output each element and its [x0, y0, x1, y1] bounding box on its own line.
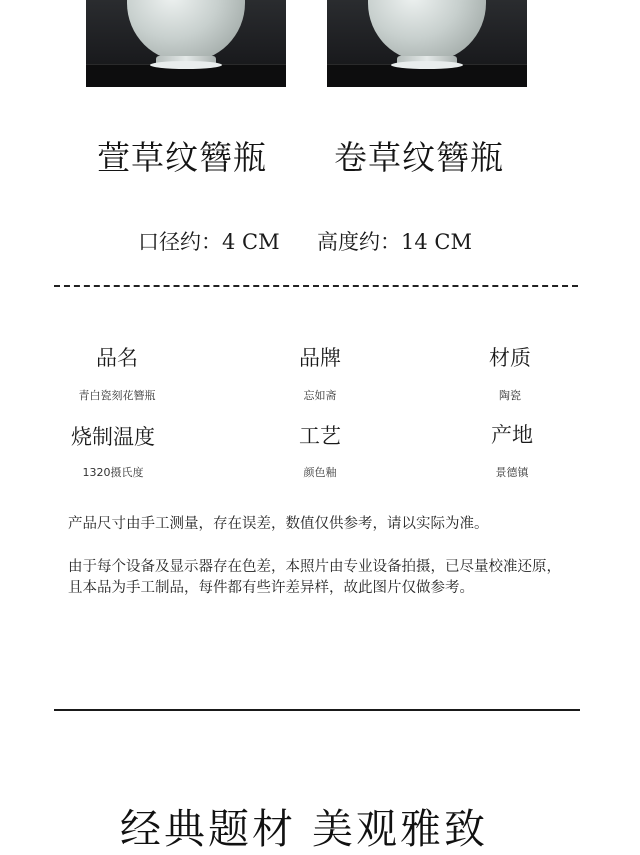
vase-body	[127, 0, 245, 62]
product-photo-left	[86, 0, 286, 87]
section-headline: 经典题材 美观雅致	[120, 805, 489, 853]
spec-label-firing-temp: 烧制温度	[71, 425, 155, 449]
spec-label-origin: 产地	[491, 423, 533, 447]
spec-label-material: 材质	[489, 346, 531, 370]
spec-value-product-name: 青白瓷刻花簪瓶	[78, 389, 156, 402]
spec-value-material: 陶瓷	[499, 389, 521, 402]
solid-divider	[54, 709, 580, 711]
spec-value-craft: 颜色釉	[303, 466, 337, 479]
spec-value-origin: 景德镇	[495, 466, 529, 479]
vase-body	[368, 0, 486, 62]
spec-value-firing-temp: 1320摄氏度	[82, 466, 144, 479]
product-name-right: 卷草纹簪瓶	[334, 138, 504, 177]
size-note: 产品尺寸由手工测量，存在误差，数值仅供参考，请以实际为准。	[68, 516, 489, 532]
product-name-left: 萱草纹簪瓶	[97, 138, 267, 177]
spec-label-craft: 工艺	[299, 424, 341, 448]
diameter-text: 口径约：4 CM	[138, 230, 280, 254]
display-stand	[86, 64, 286, 87]
color-note: 由于每个设备及显示器存在色差，本照片由专业设备拍摄，已尽量校准还原，且本品为手工制品，每件都有些许差异样，故此图片仅做参考。	[68, 559, 561, 596]
product-photo-right	[327, 0, 527, 87]
spec-value-brand: 忘如斋	[303, 389, 337, 402]
dashed-divider	[54, 285, 578, 287]
spec-label-product-name: 品名	[96, 346, 138, 370]
height-text: 高度约：14 CM	[317, 230, 472, 254]
display-stand	[327, 64, 527, 87]
spec-label-brand: 品牌	[299, 346, 341, 370]
